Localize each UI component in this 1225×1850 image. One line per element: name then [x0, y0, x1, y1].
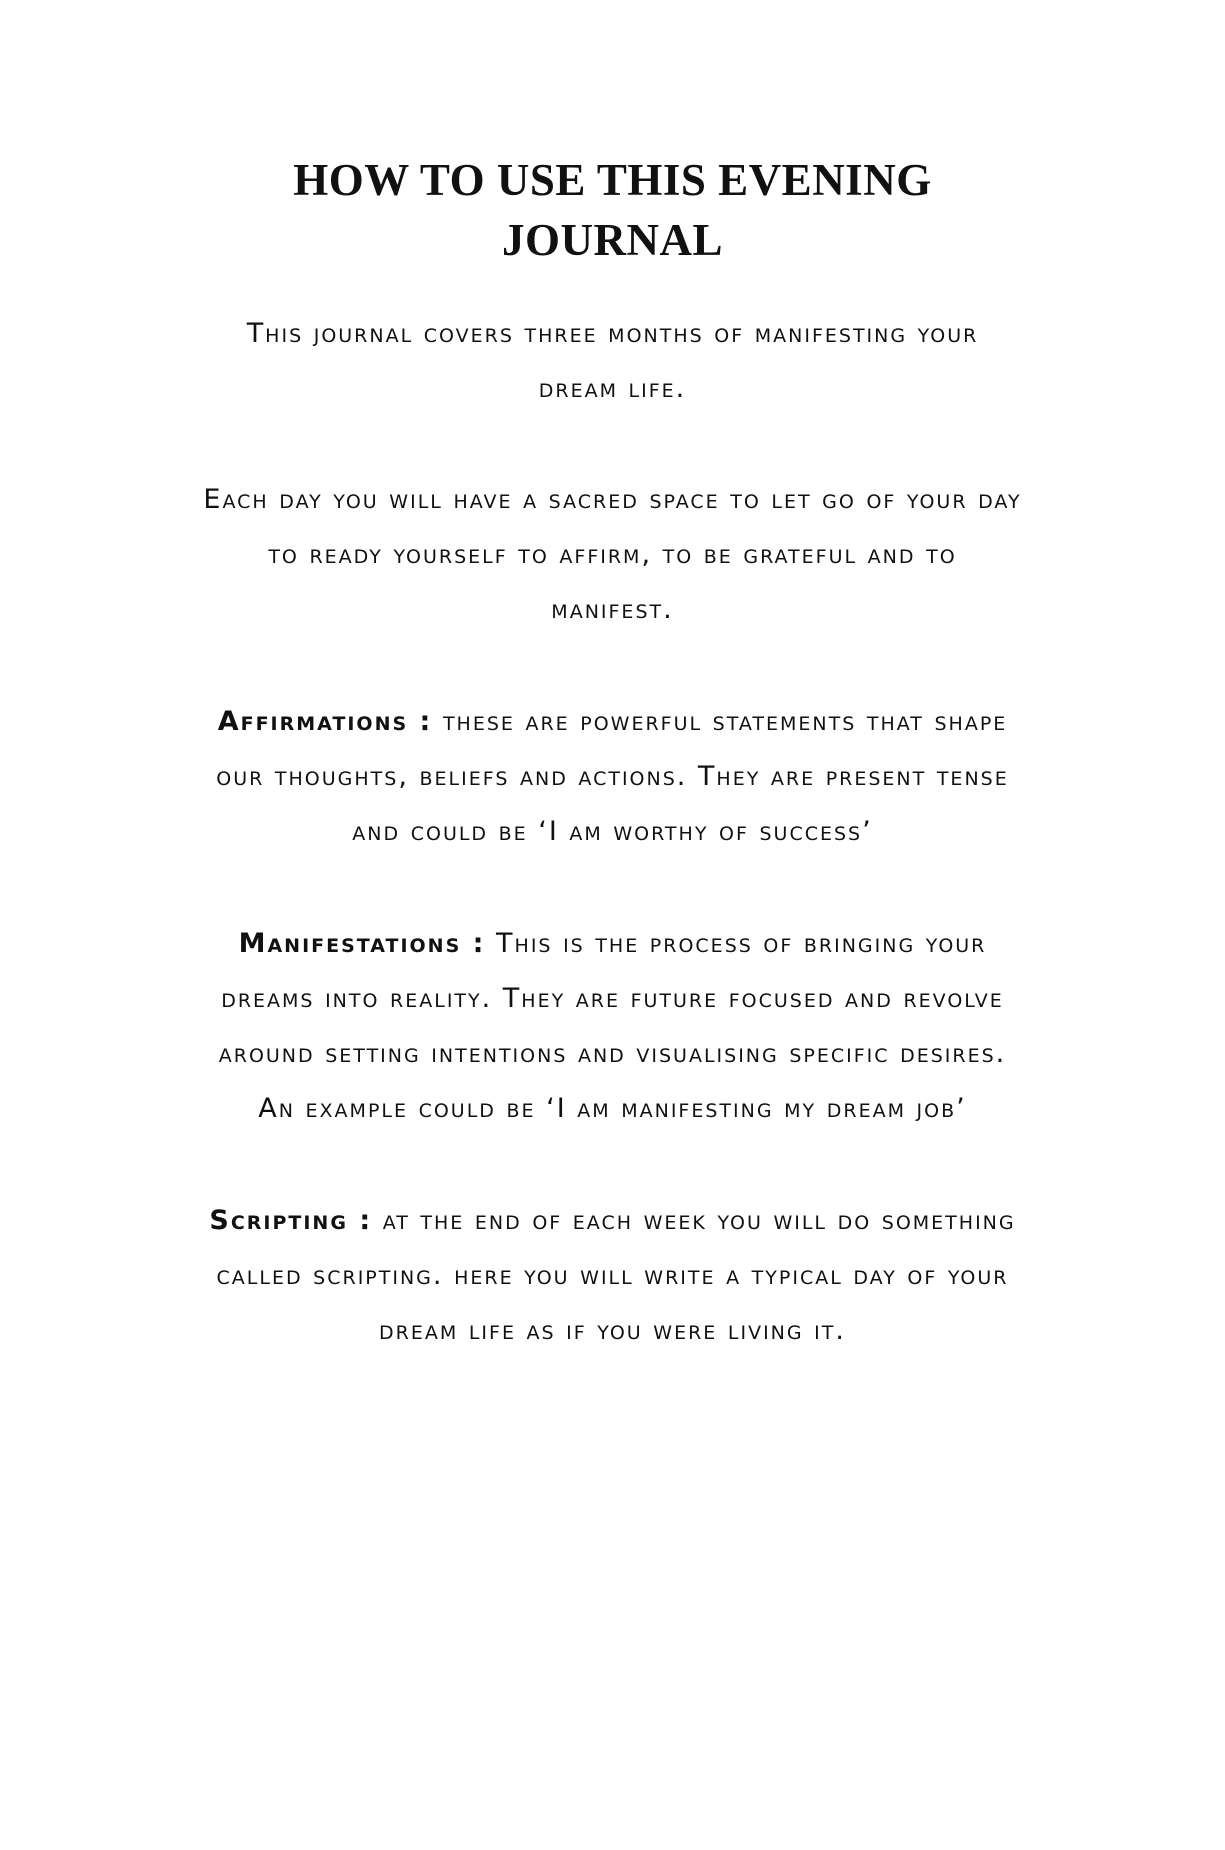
manifestations-term: Manifestations :: [238, 928, 486, 959]
intro-line-2: dream life.: [538, 373, 687, 404]
manifestations-line-4: An example could be ‘I am manifesting my dream job’: [258, 1093, 967, 1124]
scripting-line-1: [100, 1193, 1125, 1248]
scripting-paragraph: [100, 1193, 1125, 1358]
daily-paragraph: [100, 472, 1125, 637]
affirmations-term: Affirmations :: [217, 706, 433, 737]
scripting-term: Scripting :: [209, 1205, 373, 1236]
manifestations-paragraph: [100, 916, 1125, 1136]
daily-line-2: to ready yourself to affirm, to be grateful and to: [268, 539, 957, 570]
affirmations-line-1: [100, 694, 1125, 749]
affirmations-line-3: and could be ‘I am worthy of success’: [352, 816, 873, 847]
intro-paragraph: [100, 306, 1125, 416]
daily-line-3: manifest.: [551, 594, 674, 625]
title-line-1: HOW TO USE THIS EVENING: [293, 155, 932, 205]
affirmations-paragraph: [100, 694, 1125, 859]
manifestations-line-2: dreams into reality. They are future focused and revolve: [221, 983, 1004, 1014]
manifestations-line-3: around setting intentions and visualising specific desires.: [218, 1038, 1007, 1069]
title-line-2: JOURNAL: [501, 215, 723, 265]
affirmations-line-1-rest: these are powerful statements that shape: [432, 706, 1008, 737]
affirmations-line-2: our thoughts, beliefs and actions. They are present tense: [216, 761, 1009, 792]
scripting-line-3: dream life as if you were living it.: [379, 1315, 846, 1346]
scripting-line-2: called scripting. here you will write a typical day of your: [216, 1260, 1009, 1291]
manifestations-line-1-rest: This is the process of bringing your: [485, 928, 987, 959]
intro-line-1: This journal covers three months of manifesting your: [246, 318, 979, 349]
daily-line-1: Each day you will have a sacred space to let go of your day: [203, 484, 1022, 515]
manifestations-line-1: [100, 916, 1125, 971]
page-title: [0, 150, 1225, 270]
scripting-line-1-rest: at the end of each week you will do something: [372, 1205, 1016, 1236]
